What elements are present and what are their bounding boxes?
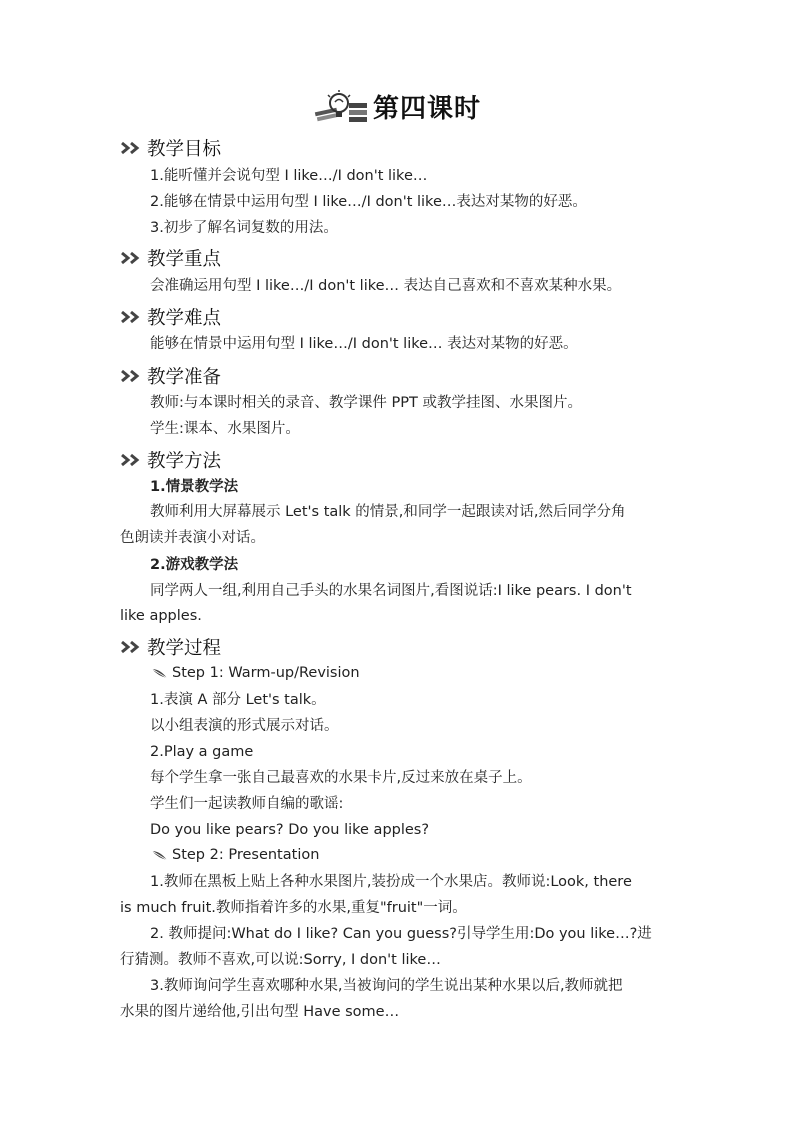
- section-heading-process: [120, 634, 221, 660]
- section-heading-text: 教学过程: [147, 638, 222, 659]
- double-chevron-icon: [120, 639, 144, 655]
- process-line: is much fruit.教师指着许多的水果,重复"fruit"一词。: [120, 900, 467, 916]
- process-line: 每个学生拿一张自己最喜欢的水果卡片,反过来放在桌子上。: [150, 770, 532, 786]
- double-chevron-icon: [120, 250, 144, 266]
- double-chevron-icon: [120, 140, 144, 156]
- section-heading-text: 教学难点: [147, 308, 222, 329]
- section-heading-preparation: [120, 363, 221, 389]
- process-line: Do you like pears? Do you like apples?: [150, 822, 430, 838]
- page-title: 第四课时: [372, 94, 481, 124]
- objective-item: 1.能听懂并会说句型 I like…/I don't like…: [150, 168, 428, 184]
- section-heading-text: 教学目标: [147, 139, 222, 160]
- section-heading-key-points: [120, 245, 221, 271]
- method-text: like apples.: [120, 608, 202, 624]
- step-label: Step 2: Presentation: [172, 847, 320, 863]
- process-line: 水果的图片递给他,引出句型 Have some…: [120, 1004, 400, 1020]
- lesson-title-bar: [0, 88, 794, 125]
- double-chevron-icon: [120, 452, 144, 468]
- section-heading-text: 教学准备: [147, 367, 222, 388]
- double-chevron-icon: [120, 309, 144, 325]
- step-heading: [150, 665, 360, 681]
- preparation-item: 教师:与本课时相关的录音、教学课件 PPT 或教学挂图、水果图片。: [150, 395, 582, 411]
- section-heading-methods: [120, 447, 221, 473]
- step-label: Step 1: Warm-up/Revision: [172, 665, 360, 681]
- method-text: 教师利用大屏幕展示 Let's talk 的情景,和同学一起跟读对话,然后同学分角: [150, 504, 626, 520]
- process-line: 2.Play a game: [150, 744, 254, 760]
- process-line: 以小组表演的形式展示对话。: [150, 718, 339, 734]
- section-heading-text: 教学重点: [147, 249, 222, 270]
- lightbulb-books-icon: [313, 90, 369, 124]
- feather-pen-icon: [150, 666, 170, 680]
- method-text: 同学两人一组,利用自己手头的水果名词图片,看图说话:I like pears. I don't: [150, 583, 632, 599]
- process-line: 3.教师询问学生喜欢哪种水果,当被询问的学生说出某种水果以后,教师就把: [150, 978, 623, 994]
- process-line: 学生们一起读教师自编的歌谣:: [150, 796, 344, 812]
- section-heading-objectives: [120, 135, 221, 161]
- difficulty-item: 能够在情景中运用句型 I like…/I don't like… 表达对某物的好恶。: [150, 336, 578, 352]
- method-title: 2.游戏教学法: [150, 557, 239, 573]
- process-line: 1.表演 A 部分 Let's talk。: [150, 692, 326, 708]
- process-line: 1.教师在黑板上贴上各种水果图片,装扮成一个水果店。教师说:Look, there: [150, 874, 632, 890]
- process-line: 行猜测。教师不喜欢,可以说:Sorry, I don't like…: [120, 952, 441, 968]
- double-chevron-icon: [120, 368, 144, 384]
- process-line: 2. 教师提问:What do I like? Can you guess?引导学生用:Do you like…?进: [150, 926, 652, 942]
- feather-pen-icon: [150, 848, 170, 862]
- key-point-item: 会准确运用句型 I like…/I don't like… 表达自己喜欢和不喜欢某种水果。: [150, 278, 622, 294]
- section-heading-difficulties: [120, 304, 221, 330]
- preparation-item: 学生:课本、水果图片。: [150, 421, 300, 437]
- section-heading-text: 教学方法: [147, 451, 222, 472]
- method-title: 1.情景教学法: [150, 479, 239, 495]
- step-heading: [150, 847, 319, 863]
- objective-item: 2.能够在情景中运用句型 I like…/I don't like…表达对某物的好恶。: [150, 194, 587, 210]
- method-text: 色朗读并表演小对话。: [120, 530, 265, 546]
- objective-item: 3.初步了解名词复数的用法。: [150, 220, 338, 236]
